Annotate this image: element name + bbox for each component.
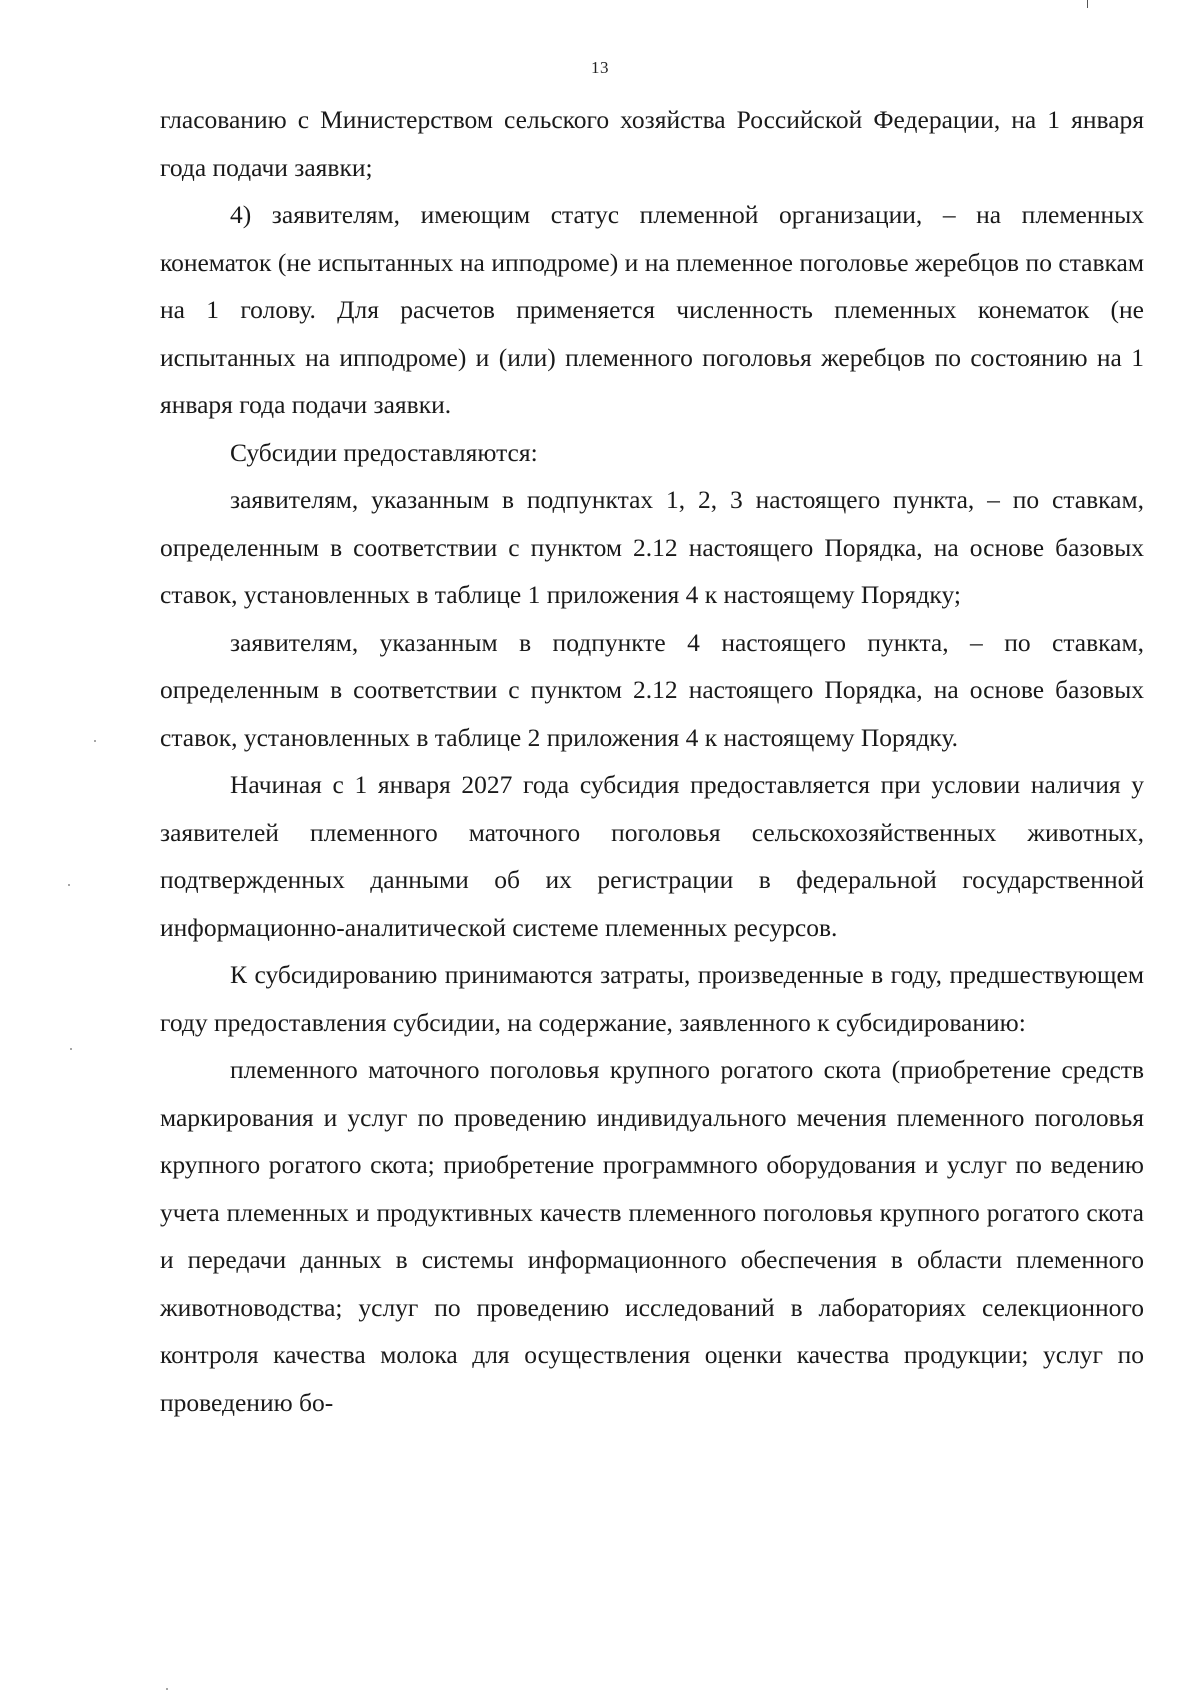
paragraph-5: заявителям, указанным в подпункте 4 настоящего пункта, – по ставкам, определенным в соответствии с пунктом 2.12 настоящего Порядка, на основе базовых ставок, установленных в таблице 2 приложения 4 к настоящему Порядку. bbox=[160, 627, 1144, 752]
paragraph-2: 4) заявителям, имеющим статус племенной организации, – на племенных конематок (не испытанных на ипподроме) и на племенное поголовье жеребцов по ставкам на 1 голову. Для расчетов применяется численность племенных конематок (не испытанных на ипподроме) и (или) племенного поголовья жеребцов по состоянию на 1 января года подачи заявки. bbox=[160, 200, 1144, 419]
paragraph-1: гласованию с Министерством сельского хозяйства Российской Федерации, на 1 января года подачи заявки; bbox=[160, 105, 1144, 182]
page-number: 13 bbox=[591, 58, 609, 77]
paragraph-8: племенного маточного поголовья крупного рогатого скота (приобретение средств маркирования и услуг по проведению индивидуального мечения племенного поголовья крупного рогатого скота; приобретение программного оборудования и услуг по ведению учета племенных и продуктивных качеств племенного поголовья крупного рогатого скота и передачи данных в системы информационного обеспечения в области племенного животноводства; услуг по проведению исследований в лабораториях селекционного контроля качества молока для осуществления оценки качества продукции; услуг по проведению бо- bbox=[160, 1055, 1144, 1417]
paragraph-3: Субсидии предоставляются: bbox=[230, 437, 538, 467]
scan-edge-mark bbox=[1087, 0, 1088, 8]
scan-speck bbox=[166, 1688, 168, 1690]
paragraph-6: Начиная с 1 января 2027 года субсидия предоставляется при условии наличия у заявителей племенного маточного поголовья сельскохозяйственных животных, подтвержденных данными об их регистрации в федеральной государственной информационно-аналитической системе племенных ресурсов. bbox=[160, 770, 1144, 942]
paragraph-7: К субсидированию принимаются затраты, произведенные в году, предшествующем году предоставления субсидии, на содержание, заявленного к субсидированию: bbox=[160, 960, 1144, 1037]
page-body bbox=[160, 96, 1144, 1426]
paragraph-4: заявителям, указанным в подпунктах 1, 2, 3 настоящего пункта, – по ставкам, определенным в соответствии с пунктом 2.12 настоящего Порядка, на основе базовых ставок, установленных в таблице 1 приложения 4 к настоящему Порядку; bbox=[160, 485, 1144, 609]
scan-speck bbox=[68, 884, 70, 886]
scan-speck bbox=[70, 1048, 72, 1050]
scan-speck bbox=[94, 740, 96, 742]
